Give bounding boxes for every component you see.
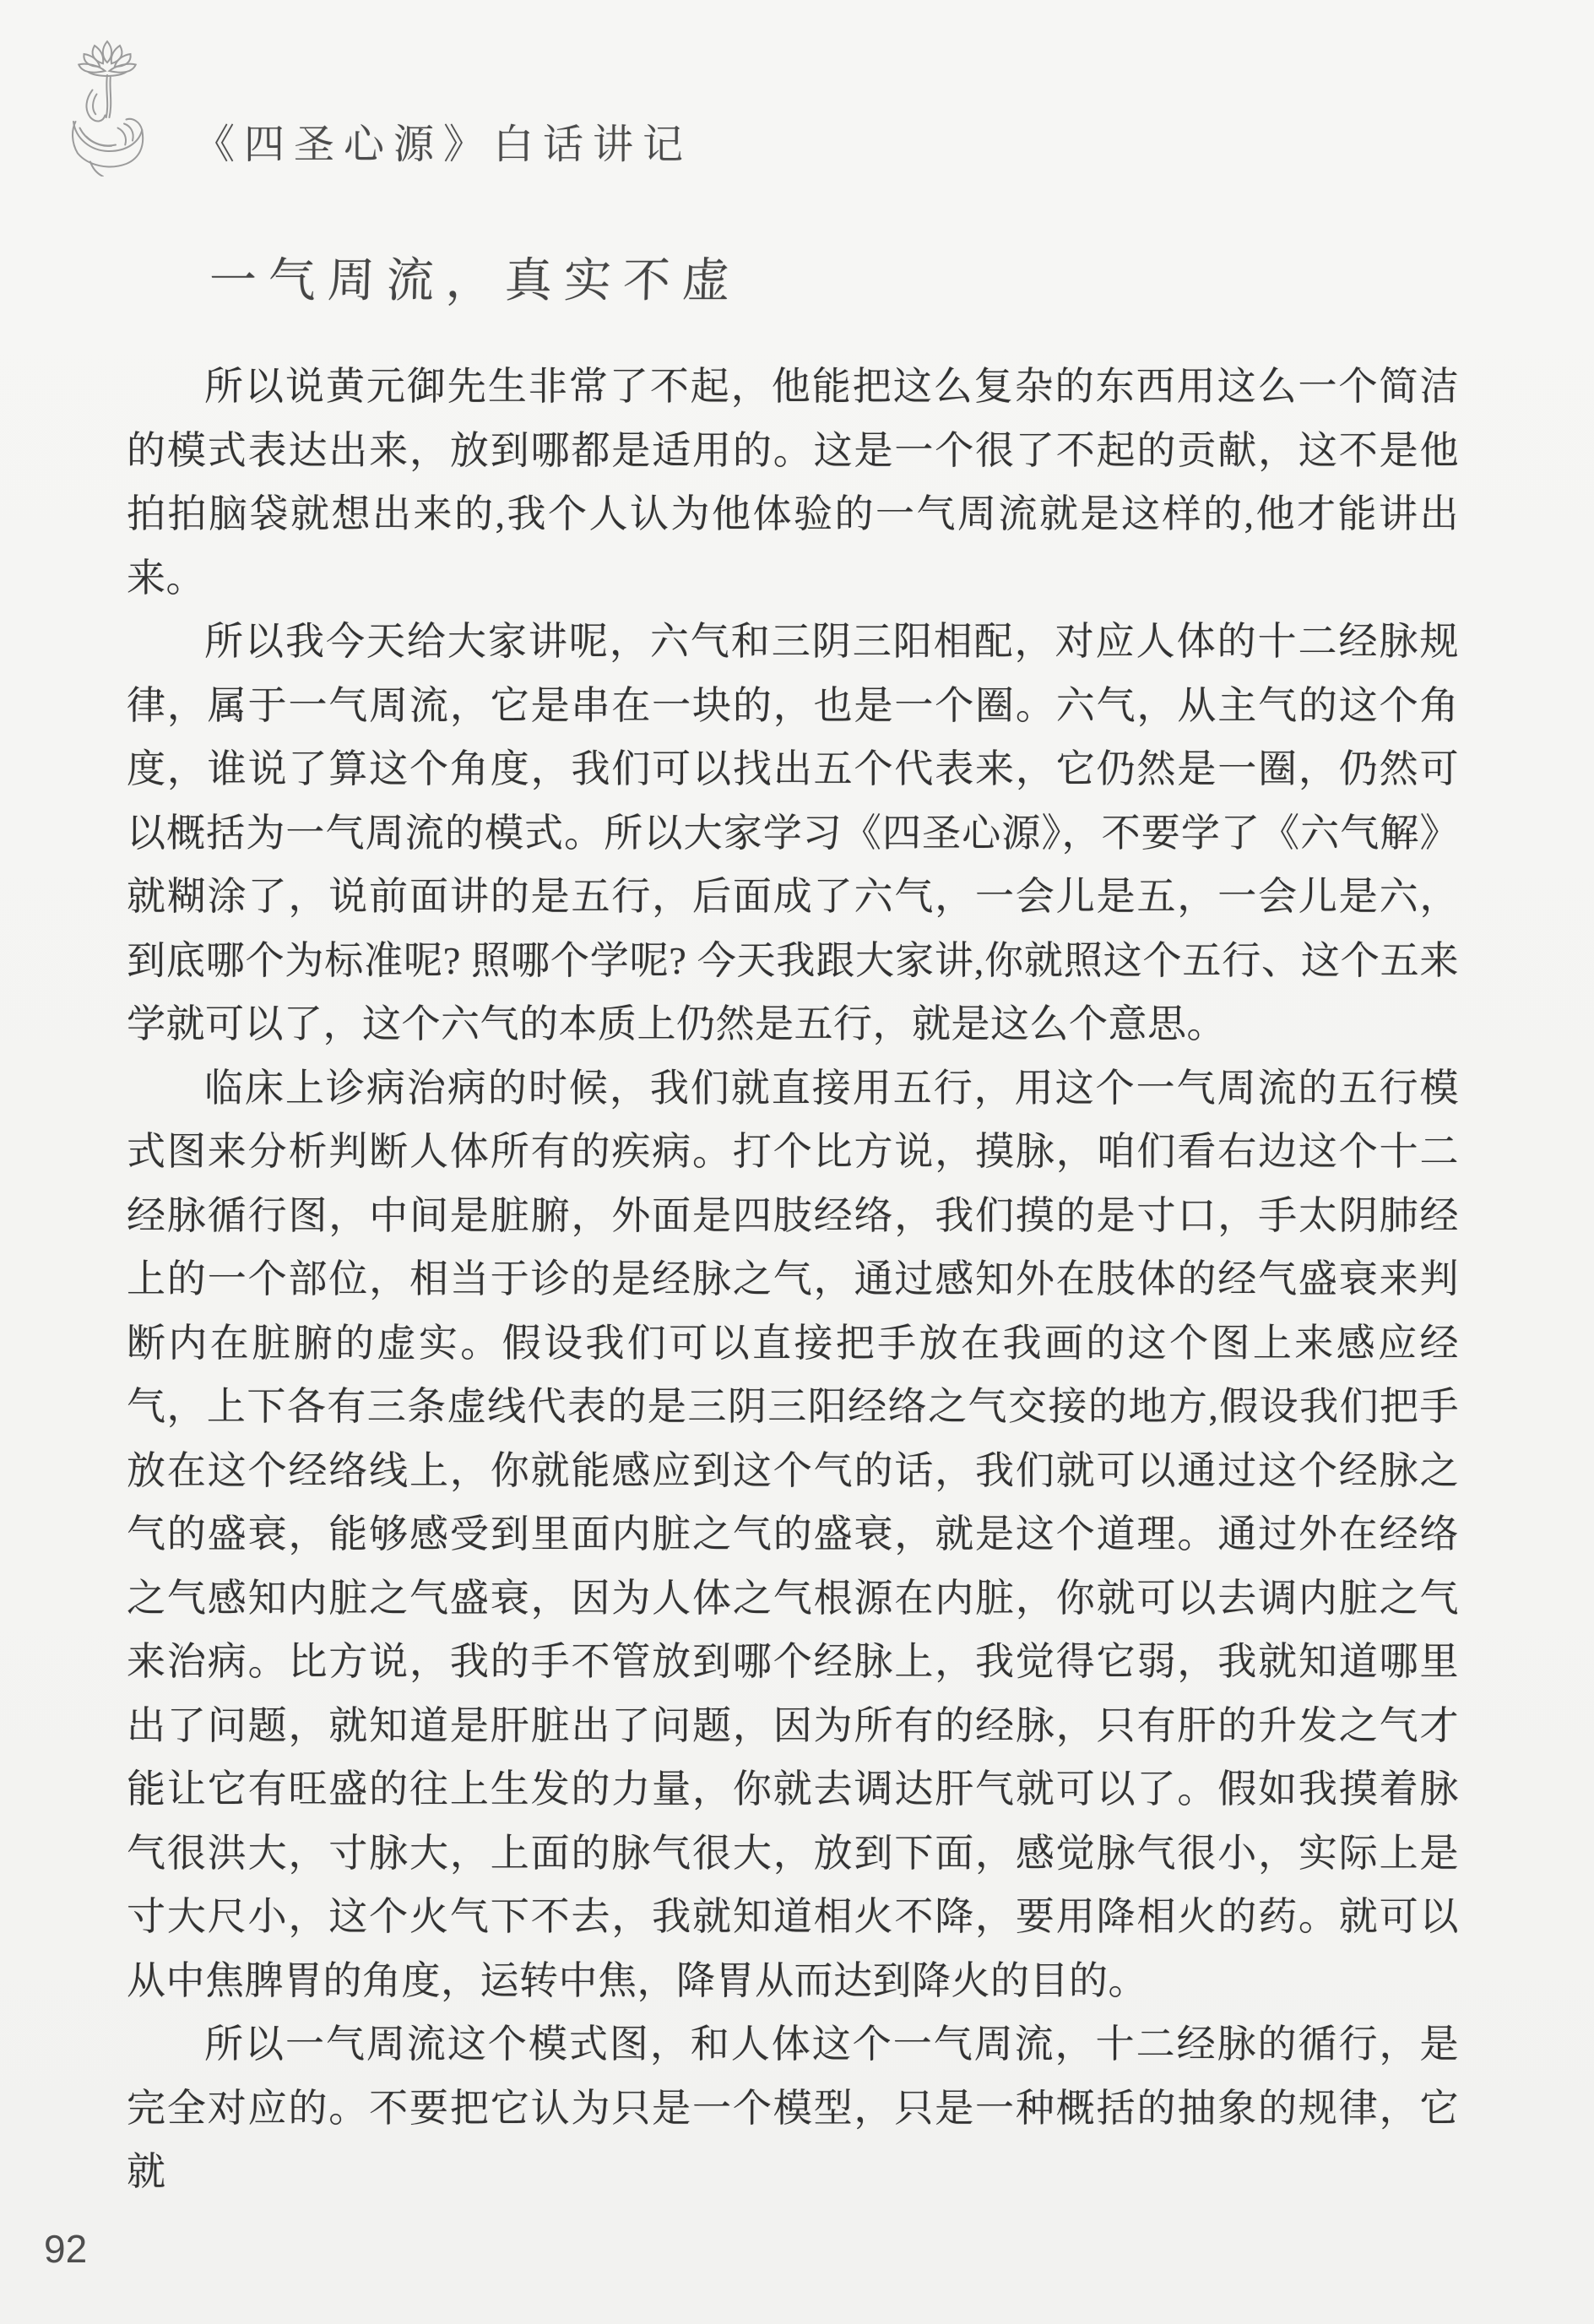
body-text bbox=[127, 355, 1459, 2204]
paragraph: 所以说黄元御先生非常了不起，他能把这么复杂的东西用这么一个简洁的模式表达出来，放到哪都是适用的。这是一个很了不起的贡献，这不是他拍拍脑袋就想出来的,我个人认为他体验的一气周流就是这样的,他才能讲出来。 bbox=[127, 365, 1459, 600]
paragraph: 所以一气周流这个模式图，和人体这个一气周流，十二经脉的循行，是完全对应的。不要把它认为只是一个模型，只是一种概括的抽象的规律，它就 bbox=[127, 2023, 1459, 2193]
book-title: 《四圣心源》白话讲记 bbox=[194, 122, 693, 167]
hand-holding-lotus-icon bbox=[44, 29, 171, 176]
section-title: 一气周流，真实不虚 bbox=[209, 255, 742, 307]
page-number: 92 bbox=[44, 2227, 88, 2271]
paragraph: 所以我今天给大家讲呢，六气和三阴三阳相配，对应人体的十二经脉规律，属于一气周流，它是串在一块的，也是一个圈。六气，从主气的这个角度，谁说了算这个角度，我们可以找出五个代表来，它仍然是一圈，仍然可以概括为一气周流的模式。所以大家学习《四圣心源》，不要学了《六气解》就糊涂了，说前面讲的是五行，后面成了六气，一会儿是五，一会儿是六，到底哪个为标准呢? 照哪个学呢? 今天我跟大家讲,你就照这个五行、这个五来学就可以了，这个六气的本质上仍然是五行，就是这么个意思。 bbox=[127, 620, 1459, 1045]
paragraph: 临床上诊病治病的时候，我们就直接用五行，用这个一气周流的五行模式图来分析判断人体所有的疾病。打个比方说，摸脉，咱们看右边这个十二经脉循行图，中间是脏腑，外面是四肢经络，我们摸的是寸口，手太阴肺经上的一个部位，相当于诊的是经脉之气，通过感知外在肢体的经气盛衰来判断内在脏腑的虚实。假设我们可以直接把手放在我画的这个图上来感应经气，上下各有三条虚线代表的是三阴三阳经络之气交接的地方,假设我们把手放在这个经络线上，你就能感应到这个气的话，我们就可以通过这个经脉之气的盛衰，能够感受到里面内脏之气的盛衰，就是这个道理。通过外在经络之气感知内脏之气盛衰，因为人体之气根源在内脏，你就可以去调内脏之气来治病。比方说，我的手不管放到哪个经脉上，我觉得它弱，我就知道哪里出了问题，就知道是肝脏出了问题，因为所有的经脉，只有肝的升发之气才能让它有旺盛的往上生发的力量，你就去调达肝气就可以了。假如我摸着脉气很洪大，寸脉大，上面的脉气很大，放到下面，感觉脉气很小，实际上是寸大尺小，这个火气下不去，我就知道相火不降，要用降相火的药。就可以从中焦脾胃的角度，运转中焦，降胃从而达到降火的目的。 bbox=[127, 1066, 1459, 2002]
